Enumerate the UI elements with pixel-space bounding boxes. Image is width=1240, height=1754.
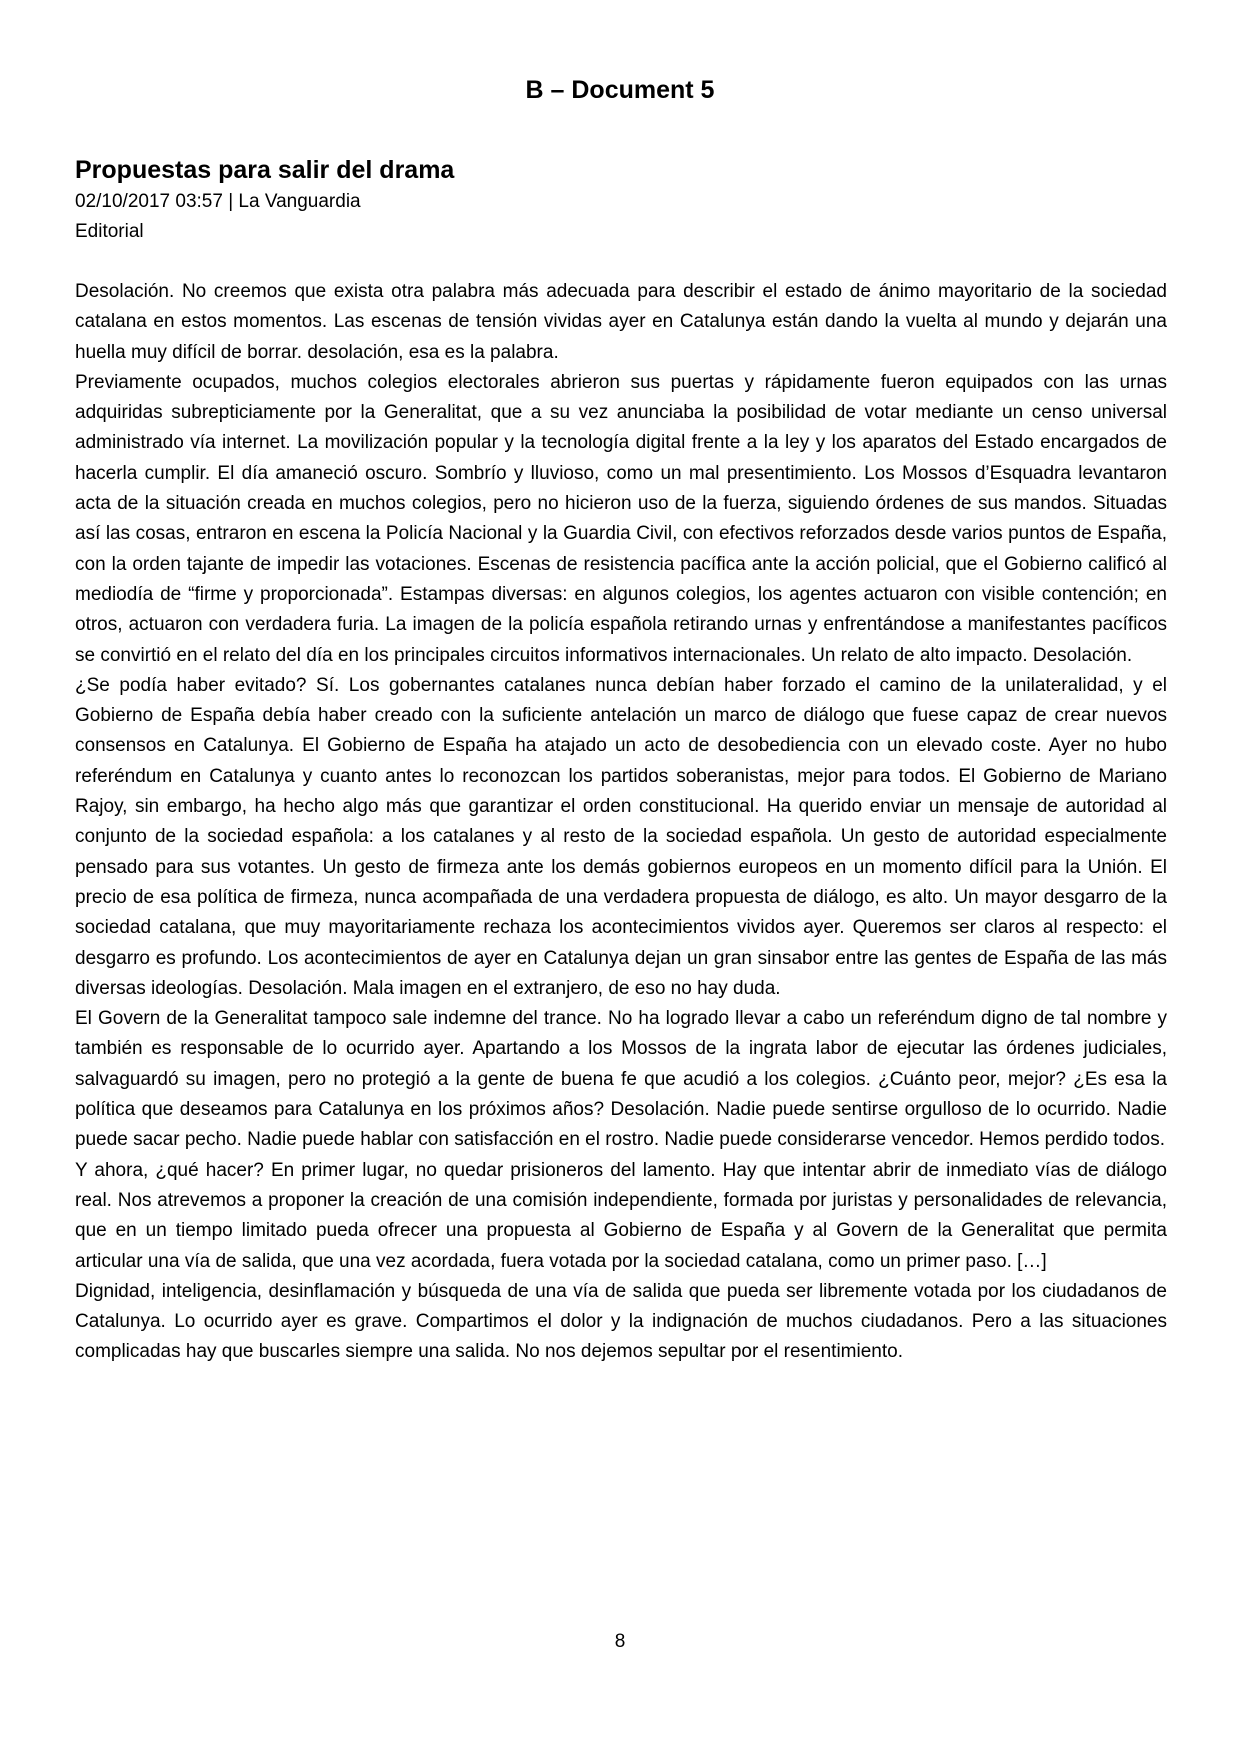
article-byline: 02/10/2017 03:57 | La Vanguardia: [75, 191, 361, 212]
article-title: Propuestas para salir del drama: [75, 156, 455, 184]
article-paragraph: Previamente ocupados, muchos colegios electorales abrieron sus puertas y rápidamente fueron equipados con las urnas adquiridas subrepticiamente por la Generalitat, que a su vez anunciaba la posibilidad de votar mediante un censo universal administrado vía internet. La movilización popular y la tecnología digital frente a la ley y los aparatos del Estado encargados de hacerla cumplir. El día amaneció oscuro. Sombrío y lluvioso, como un mal presentimiento. Los Mossos d’Esquadra levantaron acta de la situación creada en muchos colegios, pero no hicieron uso de la fuerza, siguiendo órdenes de sus mandos. Situadas así las cosas, entraron en escena la Policía Nacional y la Guardia Civil, con efectivos reforzados desde varios puntos de España, con la orden tajante de impedir las votaciones. Escenas de resistencia pacífica ante la acción policial, que el Gobierno calificó al mediodía de “firme y proporcionada”. Estampas diversas: en algunos colegios, los agentes actuaron con visible contención; en otros, actuaron con verdadera furia. La imagen de la policía española retirando urnas y enfrentándose a manifestantes pacíficos se convirtió en el relato del día en los principales circuitos informativos internacionales. Un relato de alto impacto. Desolación.: [75, 371, 1167, 666]
article-section: Editorial: [75, 221, 144, 242]
article-paragraph: El Govern de la Generalitat tampoco sale indemne del trance. No ha logrado llevar a cabo un referéndum digno de tal nombre y también es responsable de lo ocurrido ayer. Apartando a los Mossos de la ingrata labor de ejecutar las órdenes judiciales, salvaguardó su imagen, pero no protegió a la gente de buena fe que acudió a los colegios. ¿Cuánto peor, mejor? ¿Es esa la política que deseamos para Catalunya en los próximos años? Desolación. Nadie puede sentirse orgulloso de lo ocurrido. Nadie puede sacar pecho. Nadie puede hablar con satisfacción en el rostro. Nadie puede considerarse vencedor. Hemos perdido todos.: [75, 1008, 1167, 1151]
article-body: [75, 277, 1167, 1368]
article-paragraph: Desolación. No creemos que exista otra palabra más adecuada para describir el estado de ánimo mayoritario de la sociedad catalana en estos momentos. Las escenas de tensión vividas ayer en Catalunya están dando la vuelta al mundo y dejarán una huella muy difícil de borrar. desolación, esa es la palabra.: [75, 281, 1167, 363]
page-number: 8: [614, 1631, 626, 1652]
article-paragraph: Y ahora, ¿qué hacer? En primer lugar, no quedar prisioneros del lamento. Hay que intentar abrir de inmediato vías de diálogo real. Nos atrevemos a proponer la creación de una comisión independiente, formada por juristas y personalidades de relevancia, que en un tiempo limitado pueda ofrecer una propuesta al Gobierno de España y al Govern de la Generalitat que permita articular una vía de salida, que una vez acordada, fuera votada por la sociedad catalana, como un primer paso. […]: [75, 1159, 1167, 1272]
article-paragraph: Dignidad, inteligencia, desinflamación y búsqueda de una vía de salida que pueda ser libremente votada por los ciudadanos de Catalunya. Lo ocurrido ayer es grave. Compartimos el dolor y la indignación de muchos ciudadanos. Pero a las situaciones complicadas hay que buscarles siempre una salida. No nos dejemos sepultar por el resentimiento.: [75, 1280, 1167, 1363]
document-heading: B – Document 5: [525, 76, 715, 104]
article-paragraph: ¿Se podía haber evitado? Sí. Los gobernantes catalanes nunca debían haber forzado el camino de la unilateralidad, y el Gobierno de España debía haber creado con la suficiente antelación un marco de diálogo que fuese capaz de crear nuevos consensos en Catalunya. El Gobierno de España ha atajado un acto de desobediencia con un elevado coste. Ayer no hubo referéndum en Catalunya y cuanto antes lo reconozcan los partidos soberanistas, mejor para todos. El Gobierno de Mariano Rajoy, sin embargo, ha hecho algo más que garantizar el orden constitucional. Ha querido enviar un mensaje de autoridad al conjunto de la sociedad española: a los catalanes y al resto de la sociedad española. Un gesto de autoridad especialmente pensado para sus votantes. Un gesto de firmeza ante los demás gobiernos europeos en un momento difícil para la Unión. El precio de esa política de firmeza, nunca acompañada de una verdadera propuesta de diálogo, es alto. Un mayor desgarro de la sociedad catalana, que muy mayoritariamente rechaza los acontecimientos vividos ayer. Queremos ser claros al respecto: el desgarro es profundo. Los acontecimientos de ayer en Catalunya dejan un gran sinsabor entre las gentes de España de las más diversas ideologías. Desolación. Mala imagen en el extranjero, de eso no hay duda.: [75, 674, 1167, 999]
article: [75, 153, 1167, 1368]
